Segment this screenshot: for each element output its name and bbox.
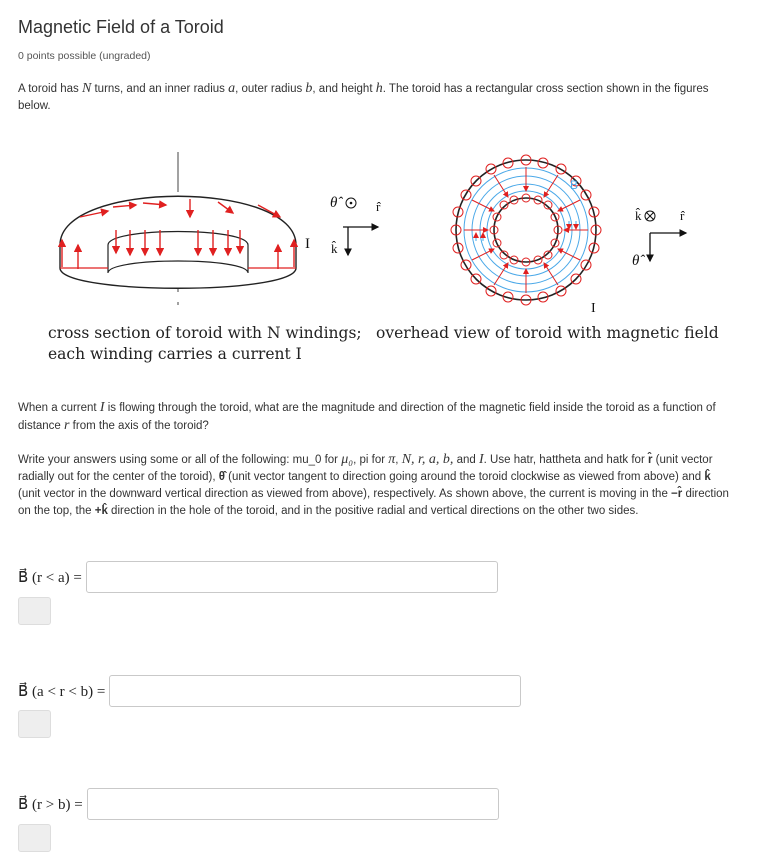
svg-text:r̂: r̂: [376, 199, 381, 214]
field-label-B: B: [570, 178, 579, 192]
svg-text:θ̂: θ̂: [632, 253, 640, 269]
problem-title: Magnetic Field of a Toroid: [18, 17, 224, 37]
answer-row-3: [18, 788, 499, 820]
overhead-view-drawing: [451, 155, 601, 305]
current-label-right: I: [591, 301, 596, 316]
axes-left: [330, 195, 382, 256]
answer-status-button-1[interactable]: [18, 597, 51, 625]
answer-row-1: [18, 561, 498, 593]
answer-input-1[interactable]: [86, 561, 498, 593]
svg-text:r̂: r̂: [680, 208, 685, 223]
cross-section-drawing: [60, 152, 296, 305]
caption-right: overhead view of toroid with magnetic field: [376, 324, 719, 342]
answer-row-2: [18, 675, 521, 707]
points-label: 0 points possible (ungraded): [18, 50, 151, 62]
answer-input-2[interactable]: [109, 675, 521, 707]
current-label-left: I: [305, 236, 310, 252]
answer-status-button-3[interactable]: [18, 824, 51, 852]
toroid-figure: [18, 145, 740, 375]
answer-label-1: B⃗ (r < a) =: [18, 569, 82, 586]
answer-input-3[interactable]: [87, 788, 499, 820]
answer-status-button-2[interactable]: [18, 710, 51, 738]
svg-text:k̂: k̂: [331, 241, 338, 256]
svg-text:k̂: k̂: [635, 208, 642, 223]
instructions-paragraph: Write your answers using some or all of the following: mu_0 for μ₀, pi for π, N, r, a, b, and I. Use hatr, hattheta and hatk for r̂ (unit vector radially out for the center of the toroid), θ̂ (unit vector tangent to direction going around the toroid clockwise as viewed from above) and k̂ (unit vector in the downward vertical direction as viewed from above), respectively. As shown above, the current is moving in the −r̂ direction on the top, the +k̂ direction in the hole of the toroid, and in the positive radial and vertical directions on the other two sides.: [18, 452, 729, 517]
question-paragraph: When a current I is flowing through the toroid, what are the magnitude and direction of the magnetic field inside the toroid as a function of distance r from the axis of the toroid?: [18, 400, 716, 433]
answer-label-2: B⃗ (a < r < b) =: [18, 683, 106, 700]
axes-right: [632, 208, 686, 269]
svg-text:θ̂: θ̂: [330, 195, 338, 211]
answer-label-3: B⃗ (r > b) =: [18, 796, 83, 813]
intro-paragraph: A toroid has N turns, and an inner radius a, outer radius b, and height h. The toroid has a rectangular cross section shown in the figures below.: [18, 81, 709, 112]
caption-left: cross section of toroid with N windings; each winding carries a current I: [48, 324, 362, 363]
